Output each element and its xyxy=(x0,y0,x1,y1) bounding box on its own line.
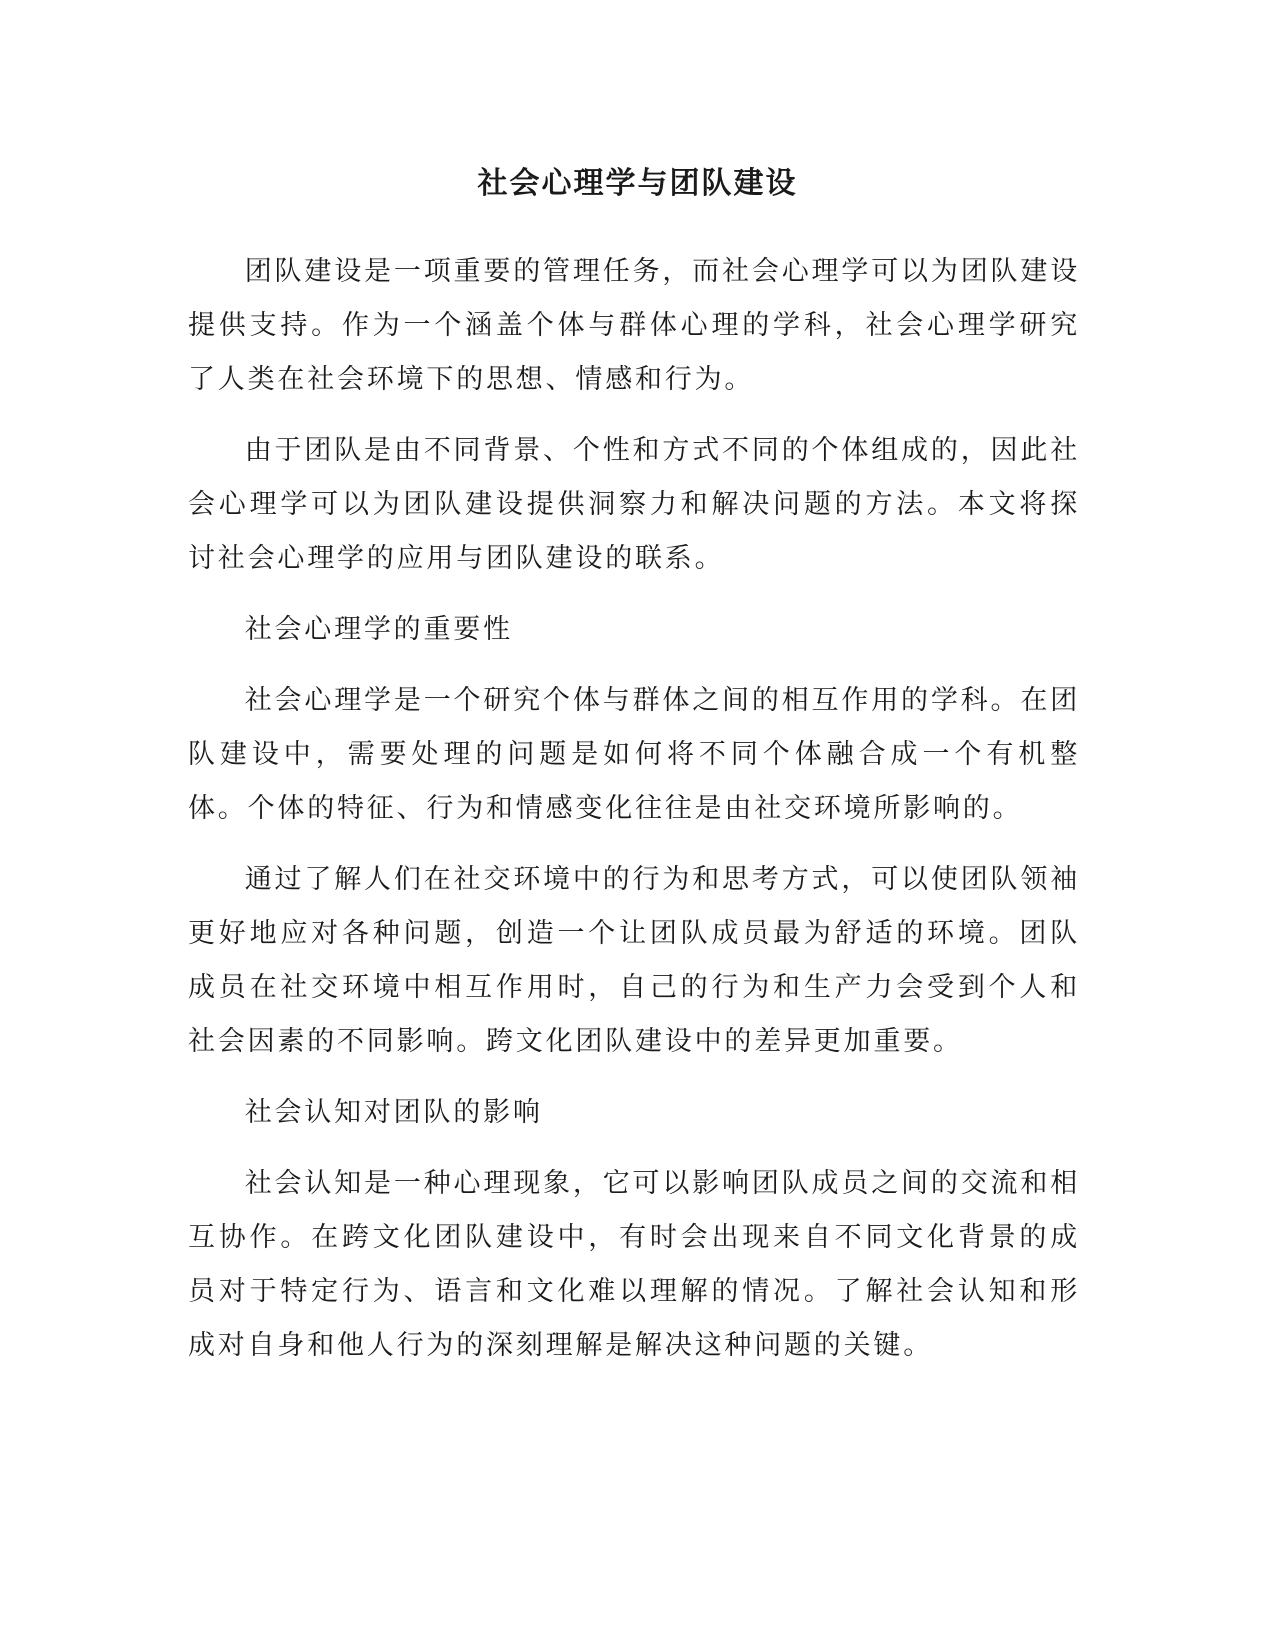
page-title: 社会心理学与团队建设 xyxy=(477,166,798,201)
intro-paragraph-2: 由于团队是由不同背景、个性和方式不同的个体组成的，因此社会心理学可以为团队建设提供洞察力和解决问题的方法。本文将探讨社会心理学的应用与团队建设的联系。 xyxy=(188,435,1080,574)
section-heading-importance: 社会心理学的重要性 xyxy=(244,614,513,645)
document-body xyxy=(188,245,1080,1390)
intro-paragraph-1: 团队建设是一项重要的管理任务，而社会心理学可以为团队建设提供支持。作为一个涵盖个体与群体心理的学科，社会心理学研究了人类在社会环境下的思想、情感和行为。 xyxy=(188,256,1080,395)
section2-paragraph-1: 社会认知是一种心理现象，它可以影响团队成员之间的交流和相互协作。在跨文化团队建设中，有时会出现来自不同文化背景的成员对于特定行为、语言和文化难以理解的情况。了解社会认知和形成对自身和他人行为的深刻理解是解决这种问题的关键。 xyxy=(188,1168,1080,1361)
section-heading-social-cognition: 社会认知对团队的影响 xyxy=(244,1097,543,1128)
section1-paragraph-2: 通过了解人们在社交环境中的行为和思考方式，可以使团队领袖更好地应对各种问题，创造一个让团队成员最为舒适的环境。团队成员在社交环境中相互作用时，自己的行为和生产力会受到个人和社会因素的不同影响。跨文化团队建设中的差异更加重要。 xyxy=(188,864,1080,1057)
section1-paragraph-1: 社会心理学是一个研究个体与群体之间的相互作用的学科。在团队建设中，需要处理的问题是如何将不同个体融合成一个有机整体。个体的特征、行为和情感变化往往是由社交环境所影响的。 xyxy=(188,685,1080,824)
